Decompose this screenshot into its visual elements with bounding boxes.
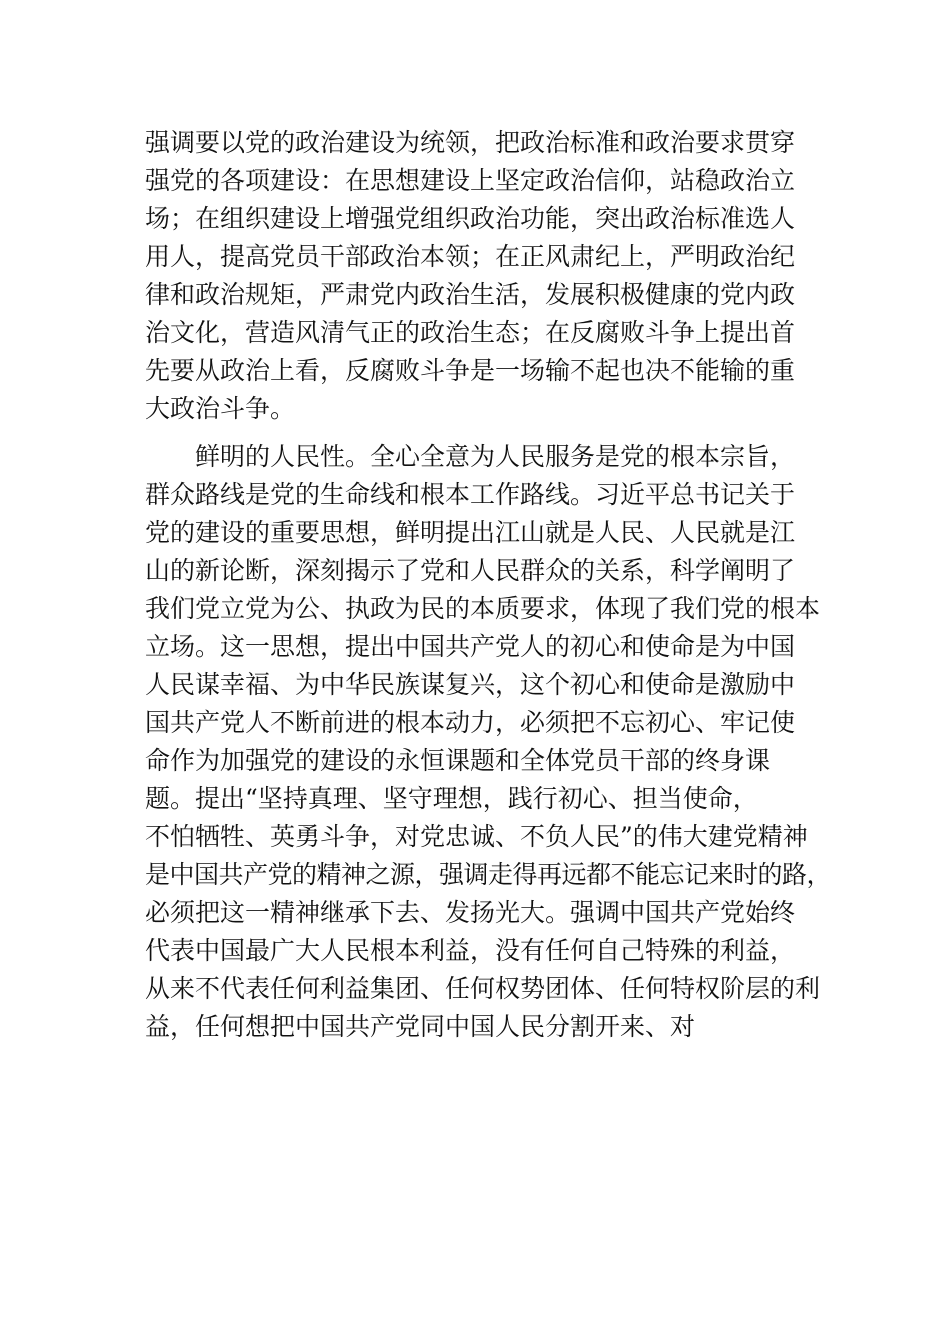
paragraph-2-line: 是中国共产党的精神之源，强调走得再远都不能忘记来时的路， [145, 860, 832, 889]
paragraph-1-line: 强调要以党的政治建设为统领，把政治标准和政治要求贯穿 [145, 128, 796, 157]
paragraph-2-line: 益，任何想把中国共产党同中国人民分割开来、对 [145, 1012, 696, 1041]
paragraph-1-line: 强党的各项建设：在思想建设上坚定政治信仰，站稳政治立 [145, 166, 796, 195]
paragraph-2-line: 立场。这一思想，提出中国共产党人的初心和使命是为中国 [145, 632, 796, 661]
paragraph-1-line: 先要从政治上看，反腐败斗争是一场输不起也决不能输的重 [145, 356, 796, 385]
paragraph-2-line: 党的建设的重要思想，鲜明提出江山就是人民、人民就是江 [145, 518, 796, 547]
paragraph-2-line: 必须把这一精神继承下去、发扬光大。强调中国共产党始终 [145, 898, 796, 927]
paragraph-2-line: 命作为加强党的建设的永恒课题和全体党员干部的终身课 [145, 746, 771, 775]
paragraph-1-line: 律和政治规矩，严肃党内政治生活，发展积极健康的党内政 [145, 280, 796, 309]
paragraph-2-line: 不怕牺牲、英勇斗争，对党忠诚、不负人民”的伟大建党精神 [145, 822, 808, 851]
paragraph-2-line: 题。提出“坚持真理、坚守理想，践行初心、担当使命， [145, 784, 758, 813]
paragraph-2-line: 代表中国最广大人民根本利益，没有任何自己特殊的利益， [145, 936, 796, 965]
paragraph-2-line: 群众路线是党的生命线和根本工作路线。习近平总书记关于 [145, 480, 796, 509]
paragraph-2-line: 从来不代表任何利益集团、任何权势团体、任何特权阶层的利 [145, 974, 821, 1003]
paragraph-2-line: 国共产党人不断前进的根本动力，必须把不忘初心、牢记使 [145, 708, 796, 737]
paragraph-2-line: 山的新论断，深刻揭示了党和人民群众的关系，科学阐明了 [145, 556, 796, 585]
paragraph-1 [145, 124, 835, 428]
paragraph-2-line: 人民谋幸福、为中华民族谋复兴，这个初心和使命是激励中 [145, 670, 796, 699]
paragraph-2-line: 鲜明的人民性。全心全意为人民服务是党的根本宗旨， [195, 442, 796, 471]
paragraph-1-line: 用人，提高党员干部政治本领；在正风肃纪上，严明政治纪 [145, 242, 796, 271]
paragraph-1-line: 场；在组织建设上增强党组织政治功能，突出政治标准选人 [145, 204, 796, 233]
paragraph-2-line: 我们党立党为公、执政为民的本质要求，体现了我们党的根本 [145, 594, 821, 623]
paragraph-1-line: 治文化，营造风清气正的政治生态；在反腐败斗争上提出首 [145, 318, 796, 347]
paragraph-1-line: 大政治斗争。 [145, 394, 296, 423]
paragraph-2 [145, 438, 835, 1046]
